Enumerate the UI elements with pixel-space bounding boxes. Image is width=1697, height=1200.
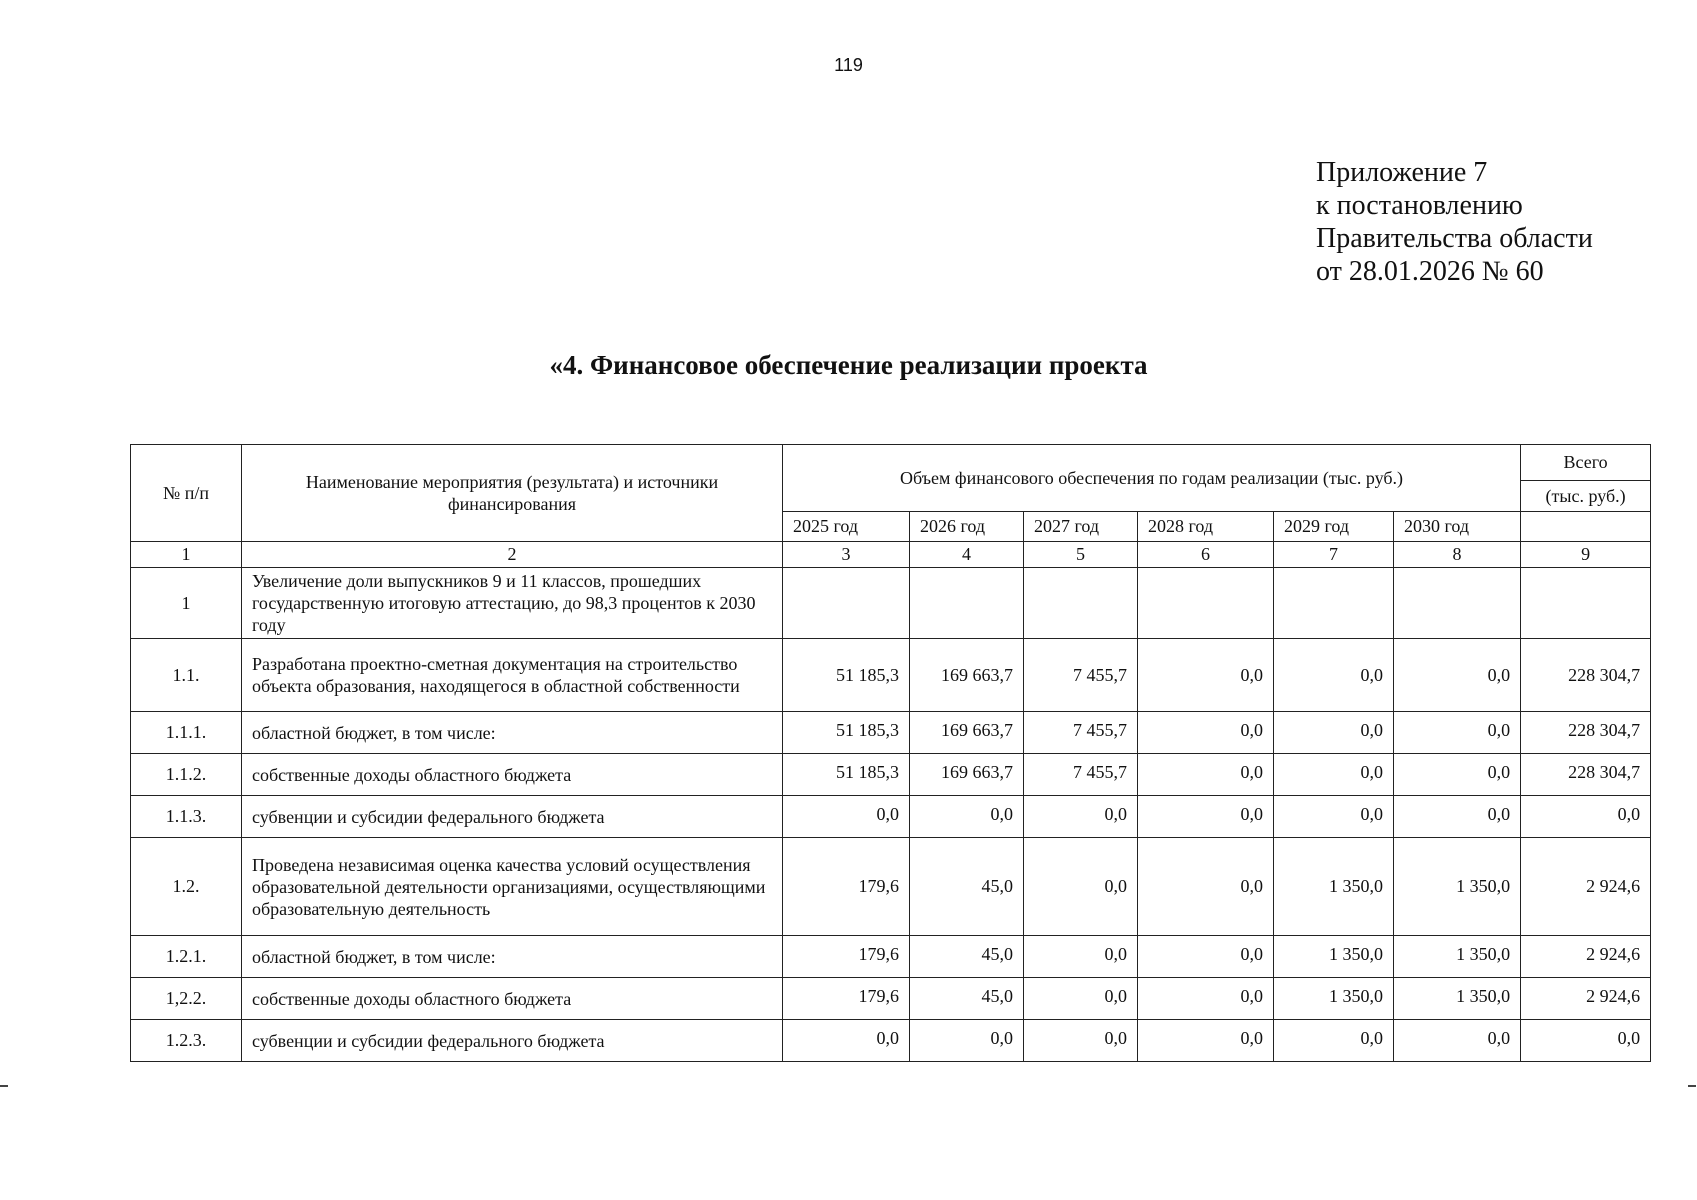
row-value: [1024, 568, 1138, 639]
row-value: 7 455,7: [1024, 754, 1138, 796]
table-row: [131, 796, 1651, 838]
column-index: 9: [1521, 542, 1651, 568]
row-value: 45,0: [910, 936, 1024, 978]
header-num: № п/п: [131, 445, 242, 542]
column-index-row: [131, 542, 1651, 568]
row-value: 0,0: [1138, 838, 1274, 936]
row-value: 45,0: [910, 838, 1024, 936]
row-value: 0,0: [1138, 754, 1274, 796]
row-name: Увеличение доли выпускников 9 и 11 классов, прошедших государственную итоговую аттестацию, до 98,3 процентов к 2030 году: [242, 568, 783, 639]
row-num: 1.1.2.: [131, 754, 242, 796]
row-value: 7 455,7: [1024, 639, 1138, 712]
margin-mark: [0, 1085, 8, 1087]
row-name: субвенции и субсидии федерального бюджета: [242, 796, 783, 838]
header-total-top: Всего: [1521, 445, 1651, 481]
column-index: 8: [1394, 542, 1521, 568]
row-value: 0,0: [1024, 1020, 1138, 1062]
column-index: 3: [783, 542, 910, 568]
margin-mark: [1688, 1085, 1696, 1087]
header-year: 2030 год: [1394, 512, 1521, 542]
row-value: 0,0: [1274, 796, 1394, 838]
row-value: [1521, 568, 1651, 639]
table-row: [131, 978, 1651, 1020]
row-value: 1 350,0: [1394, 978, 1521, 1020]
row-name: Проведена независимая оценка качества условий осуществления образовательной деятельности организациями, осуществляющими образовательную деятельность: [242, 838, 783, 936]
column-index: 6: [1138, 542, 1274, 568]
row-num: 1.2.1.: [131, 936, 242, 978]
row-value: 0,0: [1138, 712, 1274, 754]
row-value: 0,0: [1394, 796, 1521, 838]
column-index: 2: [242, 542, 783, 568]
row-value: 228 304,7: [1521, 754, 1651, 796]
row-num: 1,2.2.: [131, 978, 242, 1020]
row-value: 0,0: [1274, 639, 1394, 712]
row-value: 0,0: [783, 796, 910, 838]
header-year: 2029 год: [1274, 512, 1394, 542]
document-title: «4. Финансовое обеспечение реализации проекта: [549, 350, 1148, 380]
row-value: 7 455,7: [1024, 712, 1138, 754]
row-value: 0,0: [910, 796, 1024, 838]
table-row: [131, 1020, 1651, 1062]
row-value: [1138, 568, 1274, 639]
row-value: 0,0: [1394, 1020, 1521, 1062]
table-row: [131, 712, 1651, 754]
row-value: 0,0: [1024, 838, 1138, 936]
table-row: [131, 568, 1651, 639]
row-value: 0,0: [1521, 796, 1651, 838]
header-name: Наименование мероприятия (результата) и источники финансирования: [242, 445, 783, 542]
row-value: 0,0: [1138, 1020, 1274, 1062]
row-value: 0,0: [1138, 639, 1274, 712]
row-value: 0,0: [1394, 754, 1521, 796]
table-row: [131, 639, 1651, 712]
financing-table: [130, 444, 1651, 1062]
row-value: 51 185,3: [783, 712, 910, 754]
header-year: 2026 год: [910, 512, 1024, 542]
annex-line-1: Приложение 7: [1316, 157, 1488, 188]
row-num: 1.1.3.: [131, 796, 242, 838]
row-value: 169 663,7: [910, 639, 1024, 712]
row-value: 0,0: [1394, 639, 1521, 712]
table-row: [131, 838, 1651, 936]
annex-line-4: от 28.01.2026 № 60: [1316, 256, 1544, 287]
row-value: 0,0: [1274, 1020, 1394, 1062]
column-index: 5: [1024, 542, 1138, 568]
row-name: областной бюджет, в том числе:: [242, 712, 783, 754]
header-total-empty: [1521, 512, 1651, 542]
row-value: [783, 568, 910, 639]
row-value: 228 304,7: [1521, 639, 1651, 712]
row-value: 0,0: [910, 1020, 1024, 1062]
row-value: 2 924,6: [1521, 936, 1651, 978]
row-value: 1 350,0: [1274, 936, 1394, 978]
row-value: 179,6: [783, 838, 910, 936]
annex-line-3: Правительства области: [1316, 223, 1593, 254]
row-value: 0,0: [1024, 796, 1138, 838]
row-num: 1.1.: [131, 639, 242, 712]
page-number: 119: [834, 55, 863, 75]
row-value: 169 663,7: [910, 712, 1024, 754]
row-value: [910, 568, 1024, 639]
row-value: 0,0: [1138, 936, 1274, 978]
row-value: 0,0: [1274, 712, 1394, 754]
row-value: 51 185,3: [783, 754, 910, 796]
row-value: 2 924,6: [1521, 978, 1651, 1020]
annex-block: [1316, 156, 1593, 288]
row-num: 1.2.3.: [131, 1020, 242, 1062]
row-value: 0,0: [1274, 754, 1394, 796]
annex-line-2: к постановлению: [1316, 190, 1523, 221]
row-value: 51 185,3: [783, 639, 910, 712]
row-value: 179,6: [783, 936, 910, 978]
row-value: 228 304,7: [1521, 712, 1651, 754]
row-value: 2 924,6: [1521, 838, 1651, 936]
table-row: [131, 936, 1651, 978]
header-year: 2027 год: [1024, 512, 1138, 542]
row-value: [1274, 568, 1394, 639]
header-year: 2025 год: [783, 512, 910, 542]
column-index: 1: [131, 542, 242, 568]
row-name: собственные доходы областного бюджета: [242, 978, 783, 1020]
row-name: собственные доходы областного бюджета: [242, 754, 783, 796]
row-value: 45,0: [910, 978, 1024, 1020]
header-year: 2028 год: [1138, 512, 1274, 542]
row-value: 0,0: [1394, 712, 1521, 754]
row-value: 169 663,7: [910, 754, 1024, 796]
column-index: 4: [910, 542, 1024, 568]
column-index: 7: [1274, 542, 1394, 568]
header-volume: Объем финансового обеспечения по годам реализации (тыс. руб.): [783, 445, 1521, 512]
header-total-bottom: (тыс. руб.): [1521, 481, 1651, 512]
row-name: областной бюджет, в том числе:: [242, 936, 783, 978]
row-value: 0,0: [1138, 978, 1274, 1020]
row-value: 1 350,0: [1394, 936, 1521, 978]
row-value: 0,0: [1138, 796, 1274, 838]
row-num: 1.1.1.: [131, 712, 242, 754]
row-value: 0,0: [1024, 936, 1138, 978]
row-value: 0,0: [783, 1020, 910, 1062]
row-value: [1394, 568, 1521, 639]
row-value: 1 350,0: [1394, 838, 1521, 936]
row-value: 0,0: [1521, 1020, 1651, 1062]
row-value: 179,6: [783, 978, 910, 1020]
row-num: 1.2.: [131, 838, 242, 936]
row-name: Разработана проектно-сметная документация на строительство объекта образования, находящегося в областной собственности: [242, 639, 783, 712]
row-value: 1 350,0: [1274, 978, 1394, 1020]
row-num: 1: [131, 568, 242, 639]
table-row: [131, 754, 1651, 796]
row-value: 1 350,0: [1274, 838, 1394, 936]
row-value: 0,0: [1024, 978, 1138, 1020]
row-name: субвенции и субсидии федерального бюджета: [242, 1020, 783, 1062]
